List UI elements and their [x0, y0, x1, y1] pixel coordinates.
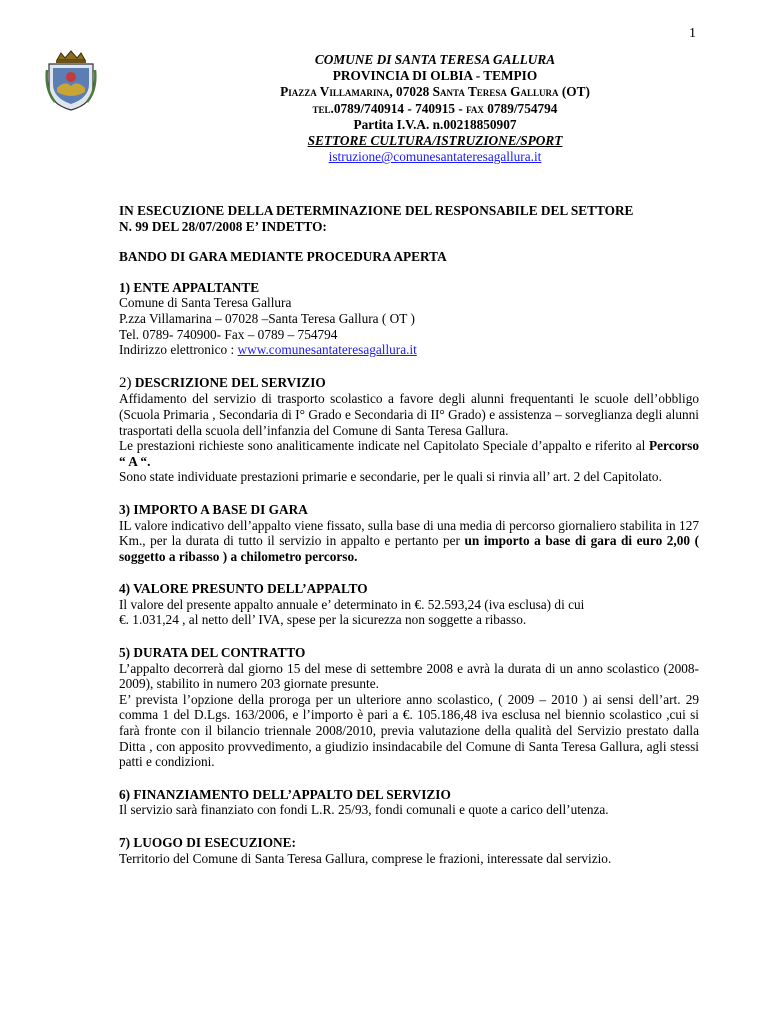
section-1-title: 1) ENTE APPALTANTE: [119, 279, 260, 295]
section-6-paragraph: Il servizio sarà finanziato con fondi L.R. 25/93, fondi comunali e quote a carico dell’utenza.: [119, 802, 609, 818]
percorso-a: Percorso “ A “.: [119, 438, 699, 469]
header-comune: COMUNE DI SANTA TERESA GALLURA: [314, 52, 556, 67]
section-5-paragraph-1: L’appalto decorrerà dal giorno 15 del mese di settembre 2008 e avrà la durata di un anno scolastico (2008-2009), stabilito in numero 203 giornate presunte.: [119, 660, 699, 692]
header-phone-fax: tel.0789/740914 - 740915 - fax 0789/754794: [312, 100, 558, 116]
section-1-line-1: Comune di Santa Teresa Gallura: [119, 295, 292, 311]
section-3-title: 3) IMPORTO A BASE DI GARA: [119, 501, 308, 517]
header-address: Piazza Villamarina, 07028 Santa Teresa Gallura (OT): [280, 84, 590, 100]
header-vat: Partita I.V.A. n.00218850907: [353, 116, 517, 132]
section-1-line-4: [119, 342, 699, 358]
section-3-paragraph: IL valore indicativo dell’appalto viene fissato, sulla base di una media di percorso giornaliero stabilita in 127 Km., per la durata di tutto il servizio in appalto e pertanto per un importo a base di gara di euro 2,00 ( soggetto a ribasso ) a chilometro percorso.: [119, 517, 700, 564]
document-header: [230, 52, 640, 165]
intro-line-1: IN ESECUZIONE DELLA DETERMINAZIONE DEL RESPONSABILE DEL SETTORE: [119, 203, 634, 218]
section-4-title: 4) VALORE PRESUNTO DELL’APPALTO: [119, 581, 368, 597]
section-2-number: 2): [119, 374, 132, 391]
header-provincia: PROVINCIA DI OLBIA - TEMPIO: [332, 68, 538, 84]
section-2-paragraph-1: Affidamento del servizio di trasporto scolastico a favore degli alunni frequentanti le scuole dell’obbligo (Scuola Primaria , Secondaria di I° Grado e Secondaria di II° Grado) e assistenza – sorveglianza degli alunni trasportati della scuola dell’infanzia del Comune di Santa Teresa Gallura.: [119, 391, 699, 438]
email-label: Indirizzo elettronico :: [119, 342, 238, 358]
importo-base-gara: un importo a base di gara di euro 2,00 ( soggetto a ribasso ) a chilometro percorso.: [119, 533, 700, 564]
coat-of-arms-icon: [45, 50, 97, 112]
document-body: [119, 203, 699, 866]
section-4-line-2: €. 1.031,24 , al netto dell’ IVA, spese per la sicurezza non soggette a ribasso.: [119, 612, 527, 628]
section-4-line-1: Il valore del presente appalto annuale e’ determinato in €. 52.593,24 (iva esclusa) di cui: [119, 596, 585, 612]
section-2-paragraph-3: Sono state individuate prestazioni primarie e secondarie, per le quali si rinvia all’ art. 2 del Capitolato.: [119, 469, 662, 485]
section-2-title-text: DESCRIZIONE DEL SERVIZIO: [131, 374, 326, 390]
section-7-title: 7) LUOGO DI ESECUZIONE:: [119, 835, 296, 850]
section-1-line-3: Tel. 0789- 740900- Fax – 0789 – 754794: [119, 326, 338, 342]
section-5-paragraph-2: E’ prevista l’opzione della proroga per un ulteriore anno scolastico, ( 2009 – 2010 ) ai sensi dell’art. 29 comma 1 del D.Lgs. 163/2006, e l’importo è pari a €. 105.186,48 iva esclusa nel biennio scolastico ,cui si farà fronte con il bilancio triennale 2008/2010, previa valutazione della qualità del Servizio prestato dalla Ditta , con apposito provvedimento, a giudizio insindacabile del Comune di Santa Teresa Gallura, agli stessi patti e condizioni.: [119, 691, 699, 770]
bando-title: BANDO DI GARA MEDIANTE PROCEDURA APERTA: [119, 249, 447, 265]
section-7-paragraph: Territorio del Comune di Santa Teresa Gallura, comprese le frazioni, interessate dal servizio.: [119, 850, 612, 866]
header-settore: SETTORE CULTURA/ISTRUZIONE/SPORT: [307, 133, 563, 149]
header-email-link[interactable]: istruzione@comunesantateresagallura.it: [328, 149, 542, 165]
section-5-title: 5) DURATA DEL CONTRATTO: [119, 645, 306, 661]
section-1-line-2: P.zza Villamarina – 07028 –Santa Teresa Gallura ( OT ): [119, 310, 415, 326]
section-2-title: [119, 375, 699, 392]
intro-line-2: N. 99 DEL 28/07/2008 E’ INDETTO:: [119, 218, 327, 234]
section-2-paragraph-2: Le prestazioni richieste sono analiticamente indicate nel Capitolato Speciale d’appalto e riferito al Percorso “ A “.: [119, 438, 699, 469]
section-6-title: 6) FINANZIAMENTO DELL’APPALTO DEL SERVIZIO: [119, 786, 451, 802]
website-link[interactable]: www.comunesantateresagallura.it: [237, 342, 417, 358]
page-number: 1: [689, 26, 696, 41]
